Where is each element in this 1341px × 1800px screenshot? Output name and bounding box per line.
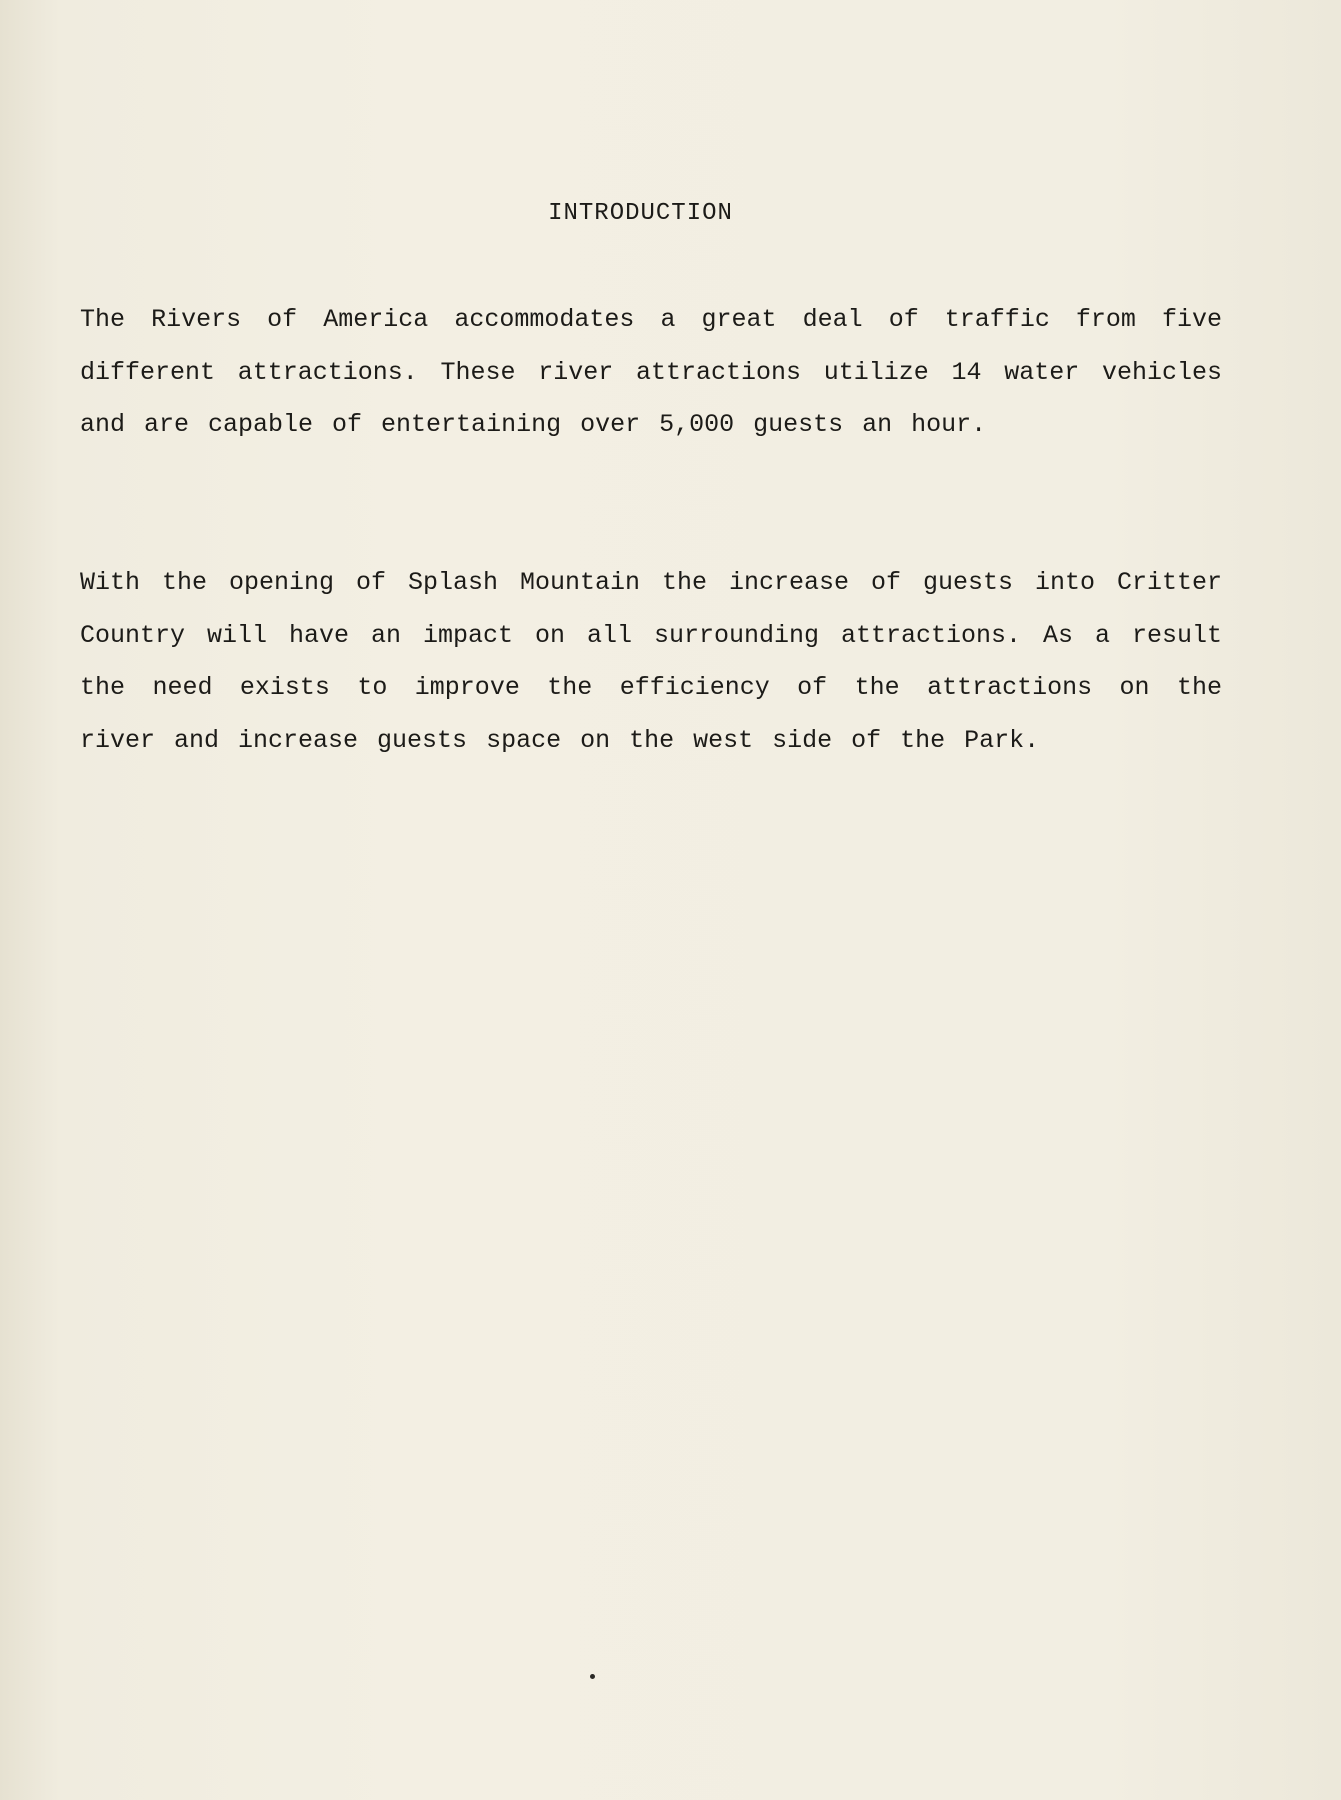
paragraph-rivers-traffic: The Rivers of America accommodates a great deal of traffic from five different attractions. These river attractions utilize 14 water vehicles and are capable of entertaining over 5,000 guests an hour. bbox=[80, 305, 1222, 439]
page-heading: INTRODUCTION bbox=[548, 200, 733, 227]
page-marker bbox=[590, 1674, 595, 1679]
paragraph-splash-mountain: With the opening of Splash Mountain the increase of guests into Critter Country will have an impact on all surrounding attractions. As a result the need exists to improve the efficiency of the attractions on the river and increase guests space on the west side of the Park. bbox=[80, 568, 1222, 755]
